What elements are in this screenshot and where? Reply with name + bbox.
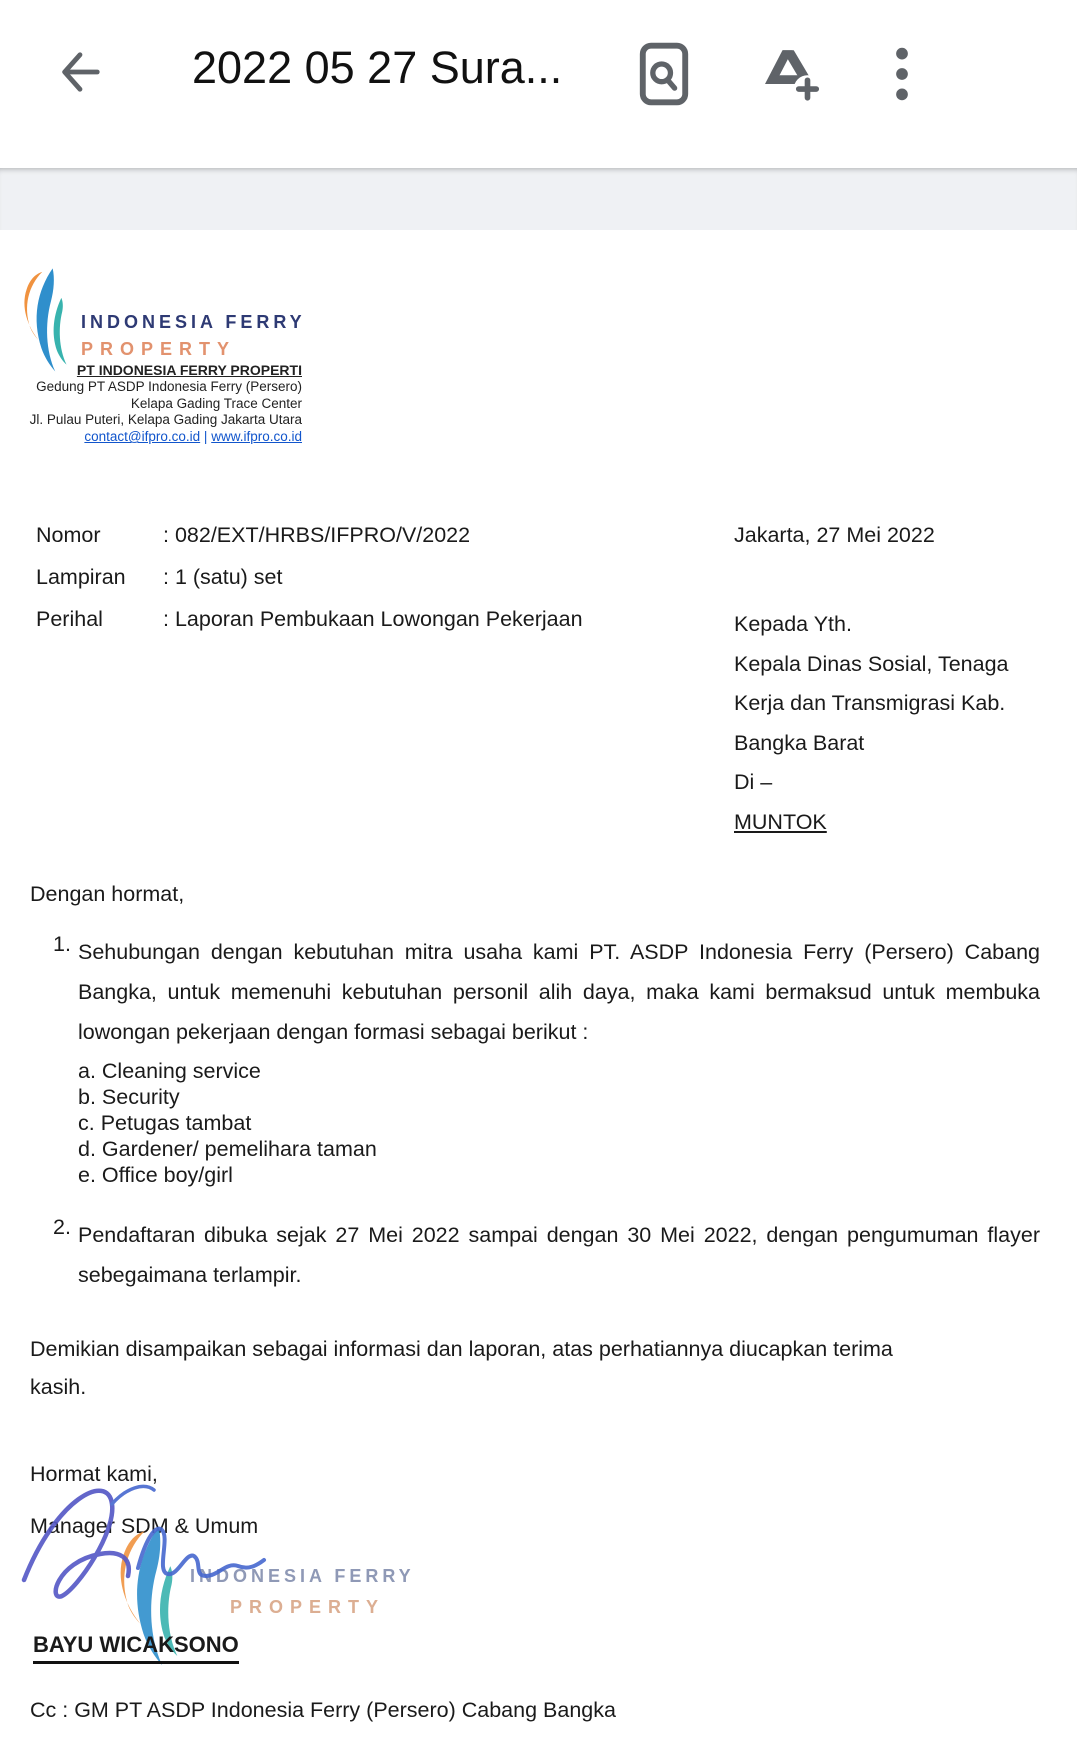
company-name: PT INDONESIA FERRY PROPERTI bbox=[76, 362, 302, 378]
page-search-icon bbox=[638, 41, 690, 112]
position-item: b. Security bbox=[78, 1085, 180, 1109]
back-button[interactable] bbox=[52, 46, 108, 102]
arrow-left-icon bbox=[57, 49, 103, 100]
list-item-number: 1. bbox=[53, 932, 71, 956]
find-in-document-button[interactable] bbox=[632, 40, 696, 112]
signer-title: Manager SDM & Umum bbox=[30, 1514, 259, 1538]
signoff: Hormat kami, bbox=[30, 1462, 158, 1486]
recipient-line: Kerja dan Transmigrasi Kab. bbox=[734, 691, 1006, 715]
recipient-city: MUNTOK bbox=[734, 809, 827, 834]
page-gap-band bbox=[0, 168, 1077, 230]
position-item: c. Petugas tambat bbox=[78, 1111, 252, 1135]
brand-name-line1: INDONESIA FERRY bbox=[81, 312, 306, 332]
closing-paragraph: Demikian disampaikan sebagai informasi dan laporan, atas perhatiannya diucapkan terima kasih. bbox=[30, 1337, 893, 1399]
position-item: d. Gardener/ pemelihara taman bbox=[78, 1137, 377, 1161]
address-line: Gedung PT ASDP Indonesia Ferry (Persero) bbox=[36, 378, 302, 394]
salutation: Dengan hormat, bbox=[30, 882, 185, 906]
position-item: a. Cleaning service bbox=[78, 1059, 261, 1083]
list-item-text: Pendaftaran dibuka sejak 27 Mei 2022 sampai dengan 30 Mei 2022, dengan pengumuman flayer sebegaimana terlampir. bbox=[78, 1223, 1040, 1287]
list-item-text: Sehubungan dengan kebutuhan mitra usaha kami PT. ASDP Indonesia Ferry (Persero) Cabang Bangka, untuk memenuhi kebutuhan personil alih daya, maka kami bermaksud untuk membuka lowongan pekerjaan dengan formasi sebagai berikut : bbox=[78, 940, 1040, 1044]
handwritten-signature bbox=[16, 1468, 296, 1648]
recipient-block bbox=[734, 605, 1064, 842]
link-separator: | bbox=[203, 429, 208, 445]
recipient-line: Di – bbox=[734, 770, 773, 794]
email-link[interactable]: contact@ifpro.co.id bbox=[84, 429, 201, 445]
city-date: Jakarta, 27 Mei 2022 bbox=[734, 523, 935, 547]
meta-value: : 082/EXT/HRBS/IFPRO/V/2022 bbox=[163, 523, 471, 547]
address-line: Jl. Pulau Puteri, Kelapa Gading Jakarta Utara bbox=[29, 412, 302, 428]
recipient-line: Kepada Yth. bbox=[734, 612, 852, 636]
signer-name: BAYU WICAKSONO bbox=[33, 1632, 239, 1664]
meta-label: Perihal bbox=[36, 607, 103, 631]
watermark-brand-line2: PROPERTY bbox=[230, 1597, 386, 1617]
recipient-line: Bangka Barat bbox=[734, 730, 865, 755]
drive-plus-icon bbox=[760, 44, 820, 109]
address-line: Kelapa Gading Trace Center bbox=[130, 395, 302, 411]
add-to-drive-button[interactable] bbox=[756, 42, 824, 110]
contact-line bbox=[0, 429, 302, 446]
meta-value: : 1 (satu) set bbox=[163, 565, 283, 589]
brand-name-line2: PROPERTY bbox=[81, 339, 237, 359]
recipient-line: Kepala Dinas Sosial, Tenaga bbox=[734, 651, 1009, 676]
meta-value: : Laporan Pembukaan Lowongan Pekerjaan bbox=[163, 607, 583, 631]
website-link[interactable]: www.ifpro.co.id bbox=[211, 429, 302, 445]
list-item-number: 2. bbox=[53, 1215, 71, 1239]
document-title: 2022 05 27 Sura... bbox=[192, 42, 563, 93]
three-dots-vertical-icon bbox=[894, 46, 910, 107]
meta-label: Lampiran bbox=[36, 565, 126, 589]
position-item: e. Office boy/girl bbox=[78, 1163, 233, 1187]
letterhead-address-block bbox=[0, 362, 302, 446]
meta-label: Nomor bbox=[36, 523, 101, 547]
overflow-menu-button[interactable] bbox=[882, 44, 922, 108]
positions-list bbox=[78, 1058, 377, 1188]
app-bar bbox=[0, 0, 1077, 168]
cc-line: Cc : GM PT ASDP Indonesia Ferry (Persero) Cabang Bangka bbox=[30, 1698, 616, 1722]
watermark-brand-line1: INDONESIA FERRY bbox=[190, 1566, 415, 1586]
